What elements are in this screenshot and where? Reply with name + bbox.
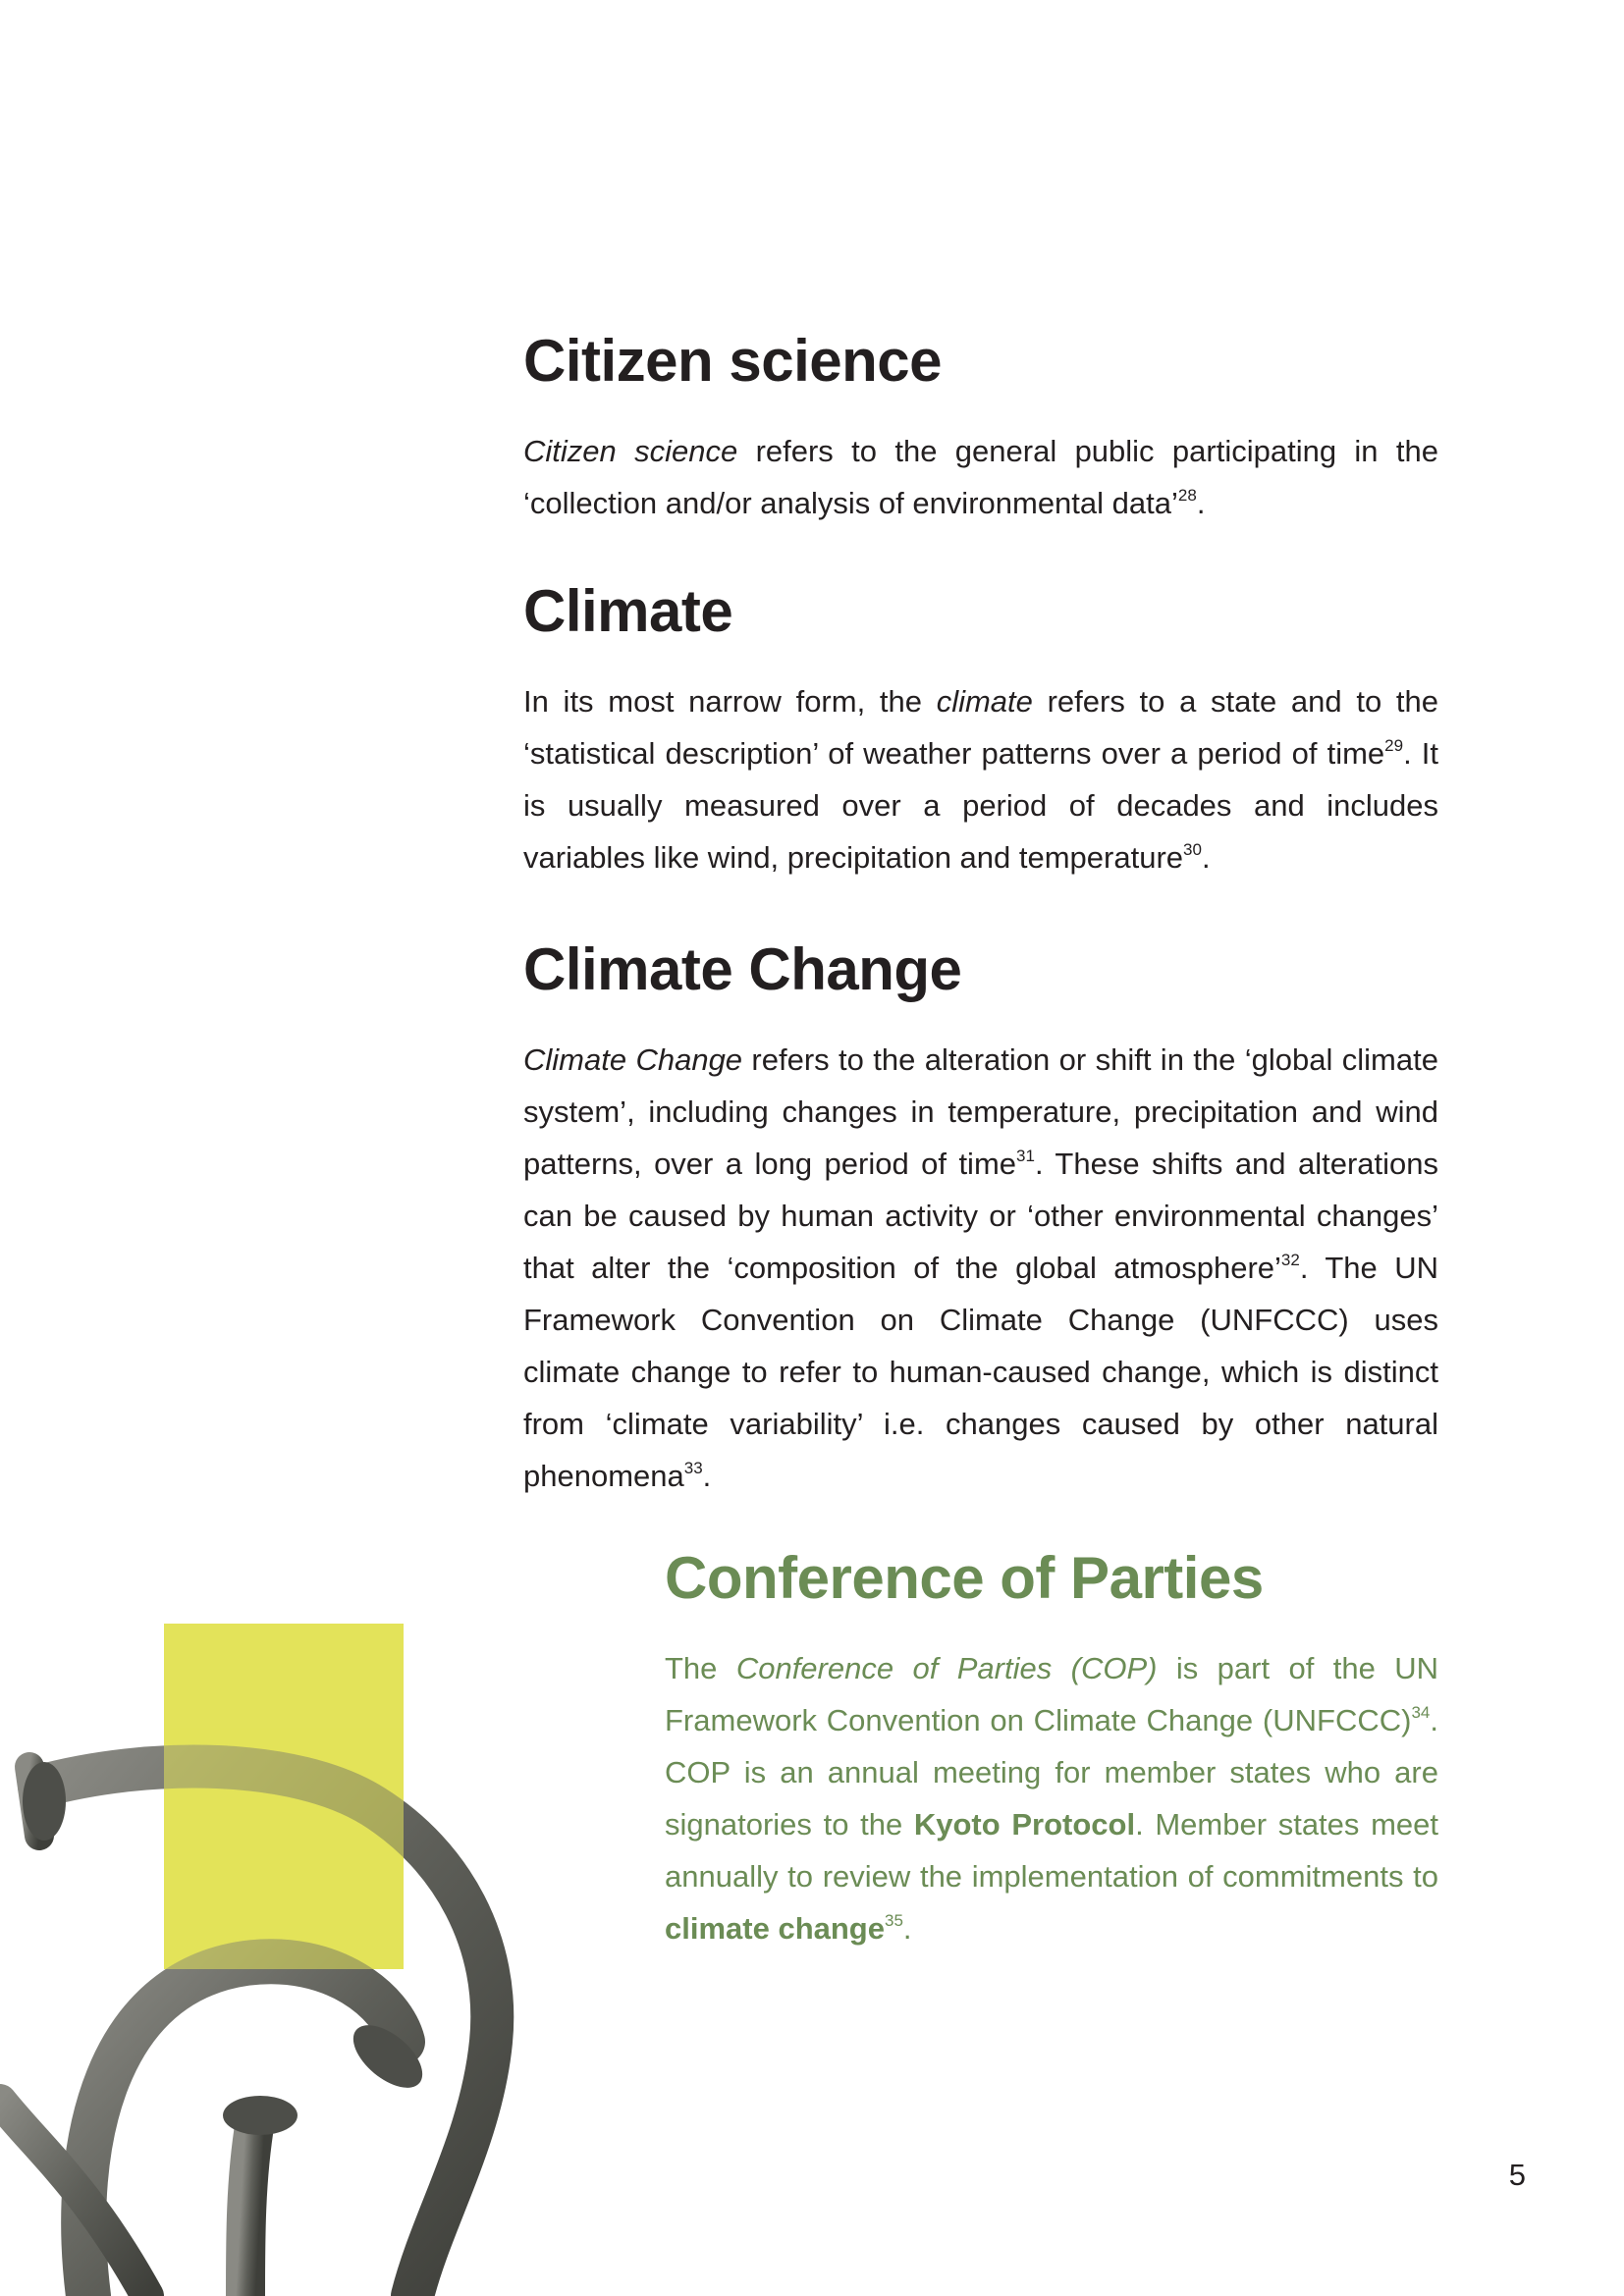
paragraph-conference-of-parties (665, 1642, 1438, 1954)
text-run: is part of the UN Framework Convention on Climate Change (UNFCCC) (665, 1651, 1439, 1737)
text-run: The (665, 1651, 736, 1685)
text-run: . The UN Framework Convention on Climate Change (UNFCCC) uses climate change to refer to human-caused change, which is distinct from ‘climate variability’ i.e. changes caused by other natural phenomena (523, 1251, 1438, 1493)
plant-tendril-illustration (0, 1728, 628, 2296)
footnote-ref: 28 (1177, 486, 1197, 505)
text-run: . (1201, 840, 1211, 875)
paragraph-climate (523, 675, 1438, 883)
italic-term: Citizen science (523, 434, 738, 468)
bold-term: Kyoto Protocol (913, 1807, 1136, 1842)
italic-term: climate (936, 684, 1033, 719)
footnote-ref: 35 (884, 1911, 903, 1930)
footnote-ref: 31 (1016, 1147, 1035, 1165)
text-run: . COP is an annual meeting for member states who are signatories to the (665, 1703, 1438, 1842)
page-number: 5 (1508, 2158, 1526, 2192)
footnote-ref: 33 (683, 1459, 703, 1477)
text-run: refers to the general public participating in the ‘collection and/or analysis of environmental data’ (523, 434, 1438, 520)
text-run: . (902, 1911, 912, 1946)
paragraph-citizen-science (523, 425, 1438, 529)
section-climate-change (523, 937, 1438, 1502)
footnote-ref: 32 (1280, 1251, 1300, 1269)
heading-climate: Climate (523, 578, 733, 644)
italic-term: Conference of Parties (COP) (735, 1651, 1158, 1685)
text-run: . These shifts and alterations can be caused by human activity or ‘other environmental changes’ that alter the ‘composition of the global atmosphere’ (523, 1147, 1439, 1285)
text-run: . (1196, 486, 1206, 520)
paragraph-climate-change (523, 1034, 1438, 1502)
text-run: refers to a state and to the ‘statistical description’ of weather patterns over a period of time (523, 684, 1438, 771)
italic-term: Climate Change (523, 1042, 743, 1077)
text-run: In its most narrow form, the (523, 684, 937, 719)
bold-term: climate change (665, 1911, 885, 1946)
footnote-ref: 30 (1183, 840, 1202, 859)
section-citizen-science (523, 329, 1438, 529)
footnote-ref: 29 (1384, 736, 1404, 755)
section-conference-of-parties (665, 1546, 1438, 1954)
heading-conference-of-parties: Conference of Parties (665, 1545, 1264, 1611)
text-run: . It is usually measured over a period of decades and includes variables like wind, precipitation and temperature (523, 736, 1438, 875)
heading-citizen-science: Citizen science (523, 328, 943, 394)
text-run: refers to the alteration or shift in the ‘global climate system’, including changes in temperature, precipitation and wind patterns, over a long period of time (523, 1042, 1438, 1181)
text-run: . (702, 1459, 712, 1493)
footnote-ref: 34 (1411, 1703, 1431, 1722)
section-climate (523, 579, 1438, 883)
heading-climate-change: Climate Change (523, 936, 962, 1002)
text-run: . Member states meet annually to review the implementation of commitments to (665, 1807, 1438, 1894)
